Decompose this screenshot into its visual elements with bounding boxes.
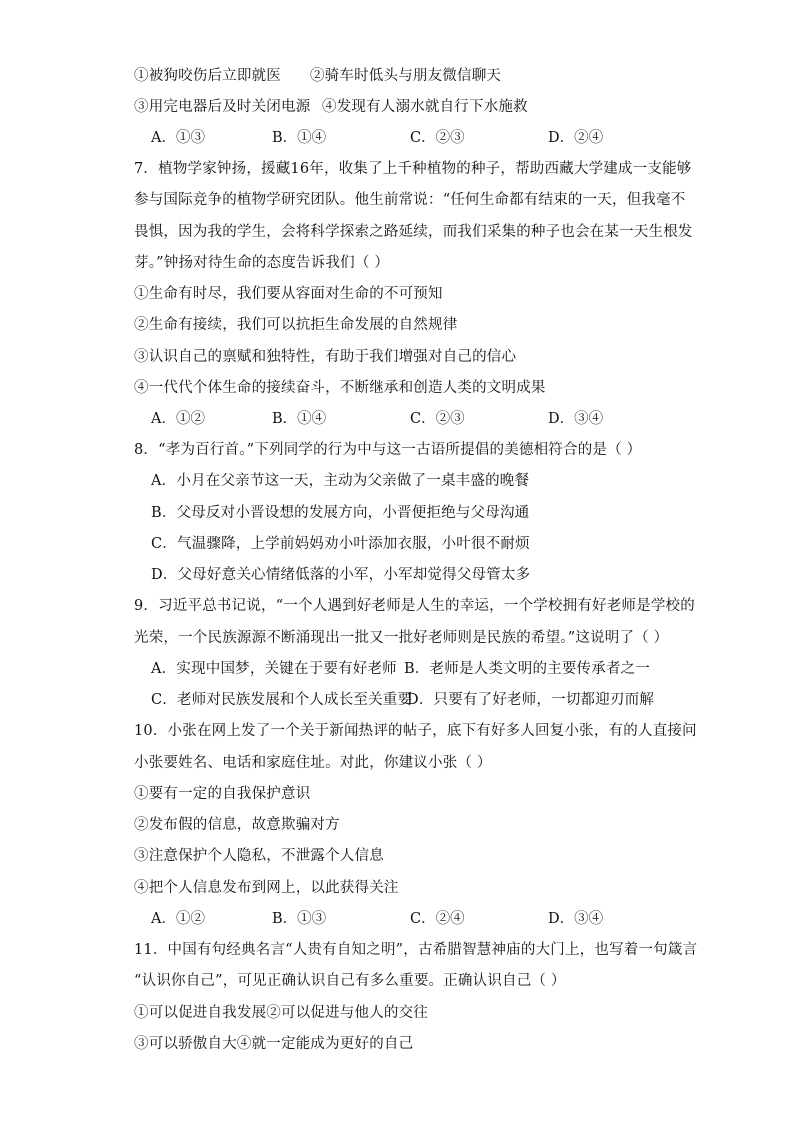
q10-choices bbox=[151, 909, 671, 929]
q8-stem: 8．“孝为百行首。”下列同学的行为中与这一古语所提倡的美德相符合的是（ ） bbox=[134, 442, 642, 458]
q6-choice-d[interactable]: D．②④ bbox=[548, 130, 604, 146]
q7-item-3: ③认识自己的禀赋和独特性，有助于我们增强对自己的信心 bbox=[134, 349, 517, 365]
q10-stem-line-2: 小张要姓名、电话和家庭住址。对此，你建议小张（ ） bbox=[134, 755, 492, 771]
q6-item-3: ③用完电器后及时关闭电源 bbox=[134, 99, 311, 115]
q6-choice-a[interactable]: A．①③ bbox=[151, 130, 205, 146]
q8-option-c[interactable]: C．气温骤降，上学前妈妈劝小叶添加衣服，小叶很不耐烦 bbox=[151, 536, 530, 552]
q9-option-a[interactable]: A．实现中国梦，关键在于要有好老师 bbox=[151, 661, 397, 677]
q7-item-1: ①生命有时尽，我们要从容面对生命的不可预知 bbox=[134, 286, 443, 302]
q7-choice-b[interactable]: B．①④ bbox=[272, 411, 327, 427]
q7-choices bbox=[151, 409, 671, 429]
q8-option-a[interactable]: A．小月在父亲节这一天，主动为父亲做了一桌丰盛的晚餐 bbox=[151, 473, 530, 489]
q7-stem-line-2: 参与国际竞争的植物学研究团队。他生前常说：“任何生命都有结束的一天，但我毫不 bbox=[134, 192, 686, 208]
q10-item-4: ④把个人信息发布到网上，以此获得关注 bbox=[134, 880, 399, 896]
q10-choice-c[interactable]: C．②④ bbox=[410, 911, 465, 927]
q9-option-d[interactable]: D．只要有了好老师，一切都迎刃而解 bbox=[407, 692, 655, 708]
q10-choice-b[interactable]: B．①③ bbox=[272, 911, 327, 927]
q7-choice-c[interactable]: C．②③ bbox=[410, 411, 465, 427]
q9-stem-line-1: 9．习近平总书记说，“一个人遇到好老师是人生的幸运，一个学校拥有好老师是学校的 bbox=[134, 598, 695, 614]
q10-item-3: ③注意保护个人隐私，不泄露个人信息 bbox=[134, 848, 384, 864]
q9-stem-line-2: 光荣，一个民族源源不断涌现出一批又一批好老师则是民族的希望。”这说明了（ ） bbox=[134, 630, 669, 646]
q11-stem-line-2: “认识你自己”，可见正确认识自己有多么重要。正确认识自己（ ） bbox=[134, 973, 566, 989]
q11-stem-line-1: 11．中国有句经典名言“人贵有自知之明”，古希腊智慧神庙的大门上，也写着一句箴言 bbox=[134, 942, 698, 958]
q9-option-c[interactable]: C．老师对民族发展和个人成长至关重要 bbox=[151, 692, 413, 708]
q10-item-1: ①要有一定的自我保护意识 bbox=[134, 786, 311, 802]
q7-stem-line-4: 芽。”钟扬对待生命的态度告诉我们（ ） bbox=[134, 255, 390, 271]
q10-item-2: ②发布假的信息，故意欺骗对方 bbox=[134, 817, 340, 833]
q6-item-1: ①被狗咬伤后立即就医 bbox=[134, 68, 281, 84]
q10-stem-line-1: 10．小张在网上发了一个关于新闻热评的帖子，底下有好多人回复小张，有的人直接问 bbox=[134, 723, 697, 739]
q7-choice-a[interactable]: A．①② bbox=[151, 411, 205, 427]
q6-choice-b[interactable]: B．①④ bbox=[272, 130, 327, 146]
q6-choices bbox=[151, 128, 671, 148]
q7-item-4: ④一代代个体生命的接续奋斗，不断继承和创造人类的文明成果 bbox=[134, 380, 546, 396]
q6-item-4: ④发现有人溺水就自行下水施救 bbox=[322, 99, 528, 115]
q11-items-row-1: ①可以促进自我发展②可以促进与他人的交往 bbox=[134, 1005, 428, 1021]
q6-choice-c[interactable]: C．②③ bbox=[410, 130, 465, 146]
q8-option-d[interactable]: D．父母好意关心情绪低落的小军，小军却觉得父母管太多 bbox=[151, 567, 531, 583]
q7-stem-line-1: 7．植物学家钟扬，援藏16年，收集了上千种植物的种子，帮助西藏大学建成一支能够 bbox=[134, 161, 692, 177]
q7-item-2: ②生命有接续，我们可以抗拒生命发展的自然规律 bbox=[134, 317, 458, 333]
q7-choice-d[interactable]: D．③④ bbox=[548, 411, 604, 427]
q10-choice-d[interactable]: D．③④ bbox=[548, 911, 604, 927]
q8-option-b[interactable]: B．父母反对小晋设想的发展方向，小晋便拒绝与父母沟通 bbox=[151, 505, 530, 521]
q9-option-b[interactable]: B．老师是人类文明的主要传承者之一 bbox=[404, 661, 651, 677]
q7-stem-line-3: 畏惧，因为我的学生，会将科学探索之路延续，而我们采集的种子也会在某一天生根发 bbox=[134, 224, 693, 240]
q6-item-2: ②骑车时低头与朋友微信聊天 bbox=[310, 68, 502, 84]
q11-items-row-2: ③可以骄傲自大④就一定能成为更好的自己 bbox=[134, 1036, 414, 1052]
q10-choice-a[interactable]: A．①② bbox=[151, 911, 205, 927]
